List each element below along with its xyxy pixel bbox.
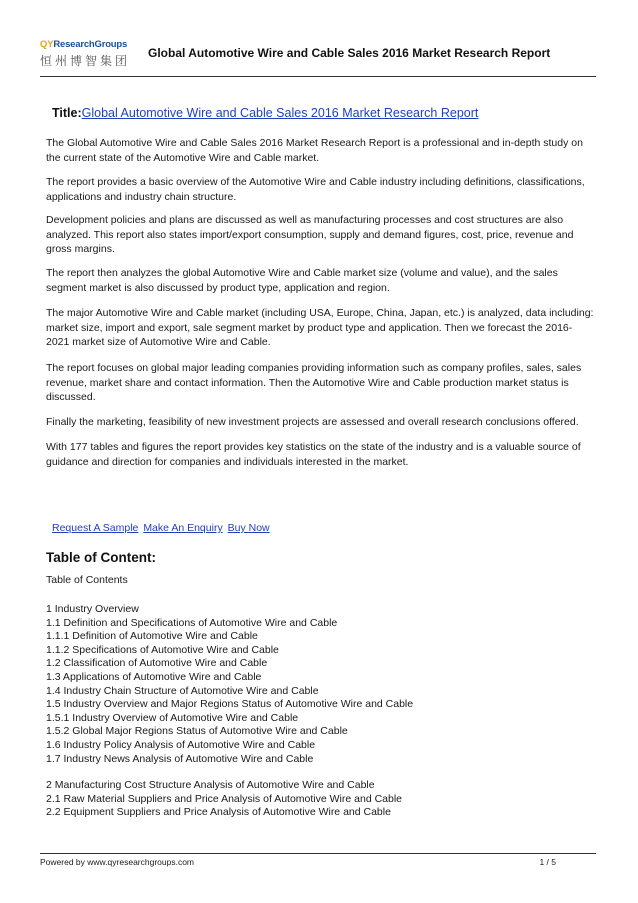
toc-item: 1.4 Industry Chain Structure of Automotive Wire and Cable [46,684,319,697]
toc-item: 1.1.1 Definition of Automotive Wire and Cable [46,630,258,643]
toc-subheading: Table of Contents [46,574,128,586]
header-title: Global Automotive Wire and Cable Sales 2016 Market Research Report [148,46,551,60]
page-footer [40,853,596,867]
toc-item: 1 Industry Overview [46,603,139,615]
toc-item: 1.2 Classification of Automotive Wire and Cable [46,657,268,670]
paragraph-5: The major Automotive Wire and Cable market (including USA, Europe, China, Japan, etc.) is analyzed, data including: market size, import and export, sale segment market by product type and application. Then we forecast the 2016-2021 market size of Automotive Wire and Cable. [46,307,594,348]
title-label: Title: [52,106,82,120]
company-logo [40,39,138,71]
toc-item: 2.2 Equipment Suppliers and Price Analysis of Automotive Wire and Cable [46,806,391,819]
toc-item: 1.3 Applications of Automotive Wire and Cable [46,670,262,683]
toc-item: 1.5.1 Industry Overview of Automotive Wire and Cable [46,711,299,724]
paragraph-6: The report focuses on global major leading companies providing information such as company profiles, sales, sales revenue, market share and contact information. Then the Automotive Wire and Cable production market status is discussed. [46,362,582,403]
logo-text-qy: QY [40,39,54,50]
logo-text-research: ResearchGroups [53,39,128,50]
toc-item: 1.5 Industry Overview and Major Regions Status of Automotive Wire and Cable [46,698,414,711]
toc-item: 1.1 Definition and Specifications of Automotive Wire and Cable [46,616,338,629]
make-enquiry-link[interactable]: Make An Enquiry [143,522,223,534]
paragraph-7: Finally the marketing, feasibility of new investment projects are assessed and overall research conclusions offered. [46,416,579,428]
toc-item: 1.1.2 Specifications of Automotive Wire and Cable [46,643,279,656]
action-links [52,522,272,534]
toc-item: 2.1 Raw Material Suppliers and Price Analysis of Automotive Wire and Cable [46,792,403,805]
toc-item: 2 Manufacturing Cost Structure Analysis of Automotive Wire and Cable [46,779,375,792]
toc-item: 1.7 Industry News Analysis of Automotive Wire and Cable [46,752,314,765]
toc-item: 1.6 Industry Policy Analysis of Automotive Wire and Cable [46,738,316,751]
paragraph-1: The Global Automotive Wire and Cable Sales 2016 Market Research Report is a professional and in-depth study on the current state of the Automotive Wire and Cable market. [46,137,583,164]
logo-text-chinese: 恒州博智集团 [40,54,131,68]
buy-now-link[interactable]: Buy Now [227,522,270,534]
report-title [52,106,478,120]
paragraph-3: Development policies and plans are discussed as well as manufacturing processes and cost structures are also analyzed. This report also states import/export consumption, supply and demand figures, cost, price, revenue and gross margins. [46,214,574,255]
toc-item: 1.5.2 Global Major Regions Status of Automotive Wire and Cable [46,725,348,738]
paragraph-2: The report provides a basic overview of the Automotive Wire and Cable industry including definitions, classifications, applications and industry chain structure. [46,176,585,203]
toc-heading: Table of Content: [46,550,156,565]
toc-list [46,603,413,820]
paragraph-4: The report then analyzes the global Automotive Wire and Cable market size (volume and value), and the sales segment market is also discussed by product type, application and region. [46,267,558,294]
paragraph-8: With 177 tables and figures the report provides key statistics on the state of the industry and is a valuable source of guidance and direction for companies and individuals interested in the market. [46,441,581,468]
title-link[interactable]: Global Automotive Wire and Cable Sales 2016 Market Research Report [81,106,479,120]
footer-powered-by: Powered by www.qyresearchgroups.com [40,857,195,867]
page-header [40,36,596,77]
request-sample-link[interactable]: Request A Sample [52,522,139,534]
page-number: 1 / 5 [539,857,556,867]
